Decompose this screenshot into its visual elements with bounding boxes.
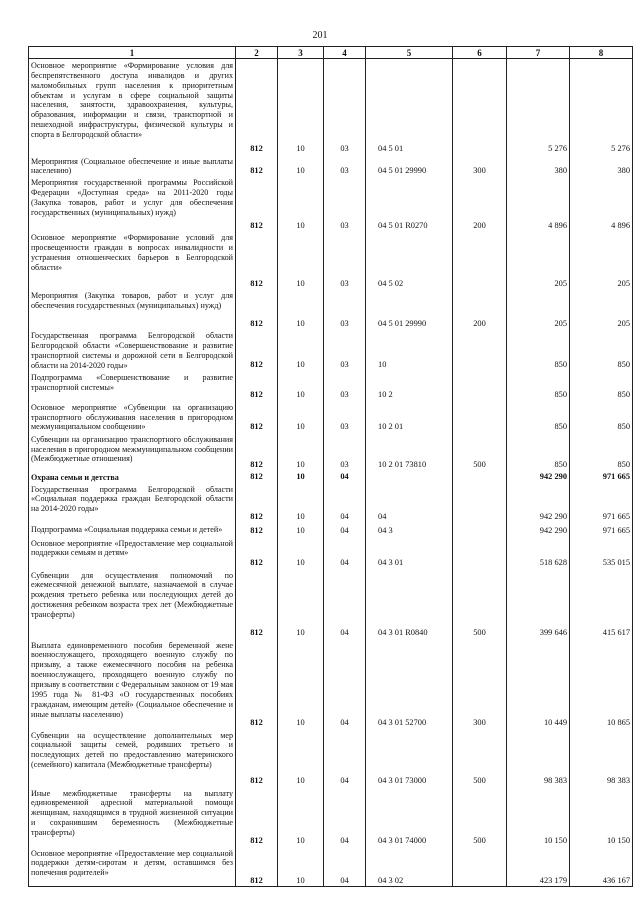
cell-sum-2020: 415 617	[570, 569, 633, 639]
cell-section: 10	[278, 729, 324, 787]
cell-target-article: 04	[366, 483, 453, 523]
cell-kbk: 812	[236, 433, 278, 471]
cell-expense-type	[453, 537, 507, 569]
table-row	[29, 155, 633, 177]
cell-sum-2019: 399 646	[507, 569, 570, 639]
cell-kbk: 812	[236, 371, 278, 401]
cell-expense-type: 300	[453, 639, 507, 729]
cell-sum-2019: 850	[507, 433, 570, 471]
cell-subsection: 03	[324, 289, 366, 329]
cell-target-article: 10 2 01 73810	[366, 433, 453, 471]
cell-expense-type	[453, 231, 507, 289]
cell-sum-2019: 10 449	[507, 639, 570, 729]
table-row	[29, 231, 633, 289]
row-name: Основное мероприятие «Предоставление мер социальной поддержки семьям и детям»	[29, 537, 236, 569]
row-name: Субвенции на организацию транспортного обслуживания населения в пригородном межмуниципальном сообщении (Межбюджетные отношения)	[29, 433, 236, 471]
cell-subsection: 03	[324, 329, 366, 370]
cell-sum-2019: 10 150	[507, 787, 570, 847]
cell-subsection: 04	[324, 471, 366, 483]
cell-sum-2019: 850	[507, 329, 570, 370]
header-col-5: 5	[366, 47, 453, 59]
cell-target-article: 04 5 01	[366, 59, 453, 155]
row-name: Основное мероприятие «Субвенции на организацию транспортного обслуживания населения в пригородном межмуниципальном сообщении»	[29, 401, 236, 433]
row-name: Основное мероприятие «Формирование условий для просвещенности граждан в вопросах инвалидности и устранения отношенческих барьеров в Белгородской области»	[29, 231, 236, 289]
cell-target-article: 10 2 01	[366, 401, 453, 433]
cell-section: 10	[278, 639, 324, 729]
cell-section: 10	[278, 289, 324, 329]
cell-sum-2020: 971 665	[570, 483, 633, 523]
table-row	[29, 639, 633, 729]
cell-expense-type	[453, 523, 507, 537]
cell-subsection: 03	[324, 401, 366, 433]
cell-target-article: 04 3	[366, 523, 453, 537]
cell-kbk: 812	[236, 231, 278, 289]
row-name: Подпрограмма «Совершенствование и развитие транспортной системы»	[29, 371, 236, 401]
table-row	[29, 523, 633, 537]
cell-expense-type: 200	[453, 289, 507, 329]
row-name: Мероприятия государственной программы Российской Федерации «Доступная среда» на 2011-2020 годы (Закупка товаров, работ и услуг для обеспечения государственных (муниципальных) нужд)	[29, 176, 236, 231]
cell-target-article: 04 5 01 R0270	[366, 176, 453, 231]
table-row	[29, 729, 633, 787]
cell-section: 10	[278, 176, 324, 231]
cell-section: 10	[278, 155, 324, 177]
cell-target-article: 10 2	[366, 371, 453, 401]
cell-sum-2019: 5 276	[507, 59, 570, 155]
cell-target-article: 04 5 01 29990	[366, 289, 453, 329]
cell-expense-type: 500	[453, 787, 507, 847]
budget-table	[28, 46, 633, 887]
row-name: Государственная программа Белгородской области Белгородской области «Совершенствование и развитие транспортной системы и дорожной сети в Белгородской области на 2014-2020 годы»	[29, 329, 236, 370]
cell-sum-2019: 205	[507, 289, 570, 329]
cell-section: 10	[278, 231, 324, 289]
cell-expense-type: 500	[453, 433, 507, 471]
header-col-8: 8	[570, 47, 633, 59]
row-name: Мероприятия (Закупка товаров, работ и услуг для обеспечения государственных (муниципальных) нужд)	[29, 289, 236, 329]
table-row	[29, 176, 633, 231]
cell-subsection: 03	[324, 176, 366, 231]
cell-subsection: 03	[324, 433, 366, 471]
cell-sum-2020: 380	[570, 155, 633, 177]
cell-target-article: 04 3 01	[366, 537, 453, 569]
cell-subsection: 04	[324, 569, 366, 639]
cell-sum-2020: 971 665	[570, 471, 633, 483]
cell-subsection: 03	[324, 231, 366, 289]
cell-target-article: 10	[366, 329, 453, 370]
cell-target-article: 04 5 01 29990	[366, 155, 453, 177]
cell-sum-2019: 850	[507, 371, 570, 401]
cell-sum-2020: 535 015	[570, 537, 633, 569]
table-body	[29, 59, 633, 887]
cell-kbk: 812	[236, 155, 278, 177]
cell-expense-type	[453, 329, 507, 370]
cell-subsection: 04	[324, 537, 366, 569]
cell-target-article: 04 5 02	[366, 231, 453, 289]
cell-target-article: 04 3 01 R0840	[366, 569, 453, 639]
cell-sum-2020: 10 865	[570, 639, 633, 729]
cell-sum-2020: 10 150	[570, 787, 633, 847]
table-row	[29, 537, 633, 569]
cell-sum-2020: 98 383	[570, 729, 633, 787]
cell-kbk: 812	[236, 483, 278, 523]
cell-sum-2019: 205	[507, 231, 570, 289]
cell-subsection: 04	[324, 847, 366, 887]
row-name: Субвенции для осуществления полномочий по ежемесячной денежной выплате, назначаемой в случае рождения третьего ребенка или последующих детей до достижения ребенком возраста трех лет (Межбюджетные трансферты)	[29, 569, 236, 639]
row-name: Основное мероприятие «Предоставление мер социальной поддержки детям-сиротам и детям, оставшимся без попечения родителей»	[29, 847, 236, 887]
row-name: Выплата единовременного пособия беременной жене военнослужащего, проходящего военную службу по призыву, а также ежемесячного пособия на ребенка военнослужащего, проходящего военную службу по призыву в соответствии с Федеральным законом от 19 мая 1995 года № 81-ФЗ «О государственных пособиях гражданам, имеющим детей» (Социальное обеспечение и иные выплаты населению)	[29, 639, 236, 729]
cell-expense-type	[453, 371, 507, 401]
table-row	[29, 471, 633, 483]
header-col-6: 6	[453, 47, 507, 59]
cell-sum-2020: 850	[570, 401, 633, 433]
cell-section: 10	[278, 401, 324, 433]
cell-section: 10	[278, 433, 324, 471]
cell-section: 10	[278, 471, 324, 483]
cell-target-article: 04 3 01 73000	[366, 729, 453, 787]
cell-sum-2020: 5 276	[570, 59, 633, 155]
cell-sum-2019: 423 179	[507, 847, 570, 887]
table-row	[29, 569, 633, 639]
table-row	[29, 847, 633, 887]
cell-expense-type	[453, 847, 507, 887]
cell-kbk: 812	[236, 729, 278, 787]
cell-subsection: 03	[324, 155, 366, 177]
cell-target-article: 04 3 01 74000	[366, 787, 453, 847]
cell-expense-type: 500	[453, 569, 507, 639]
cell-subsection: 04	[324, 523, 366, 537]
row-name: Иные межбюджетные трансферты на выплату единовременной адресной материальной помощи женщинам, находящимся в трудной жизненной ситуации и сохранившим беременность (Межбюджетные трансферты)	[29, 787, 236, 847]
table-row	[29, 371, 633, 401]
cell-section: 10	[278, 483, 324, 523]
row-name: Государственная программа Белгородской области «Социальная поддержка граждан Белгородской области на 2014-2020 годы»	[29, 483, 236, 523]
cell-section: 10	[278, 537, 324, 569]
header-col-3: 3	[278, 47, 324, 59]
cell-sum-2019: 850	[507, 401, 570, 433]
row-name: Мероприятия (Социальное обеспечение и иные выплаты населению)	[29, 155, 236, 177]
page-number: 201	[312, 30, 328, 41]
cell-kbk: 812	[236, 537, 278, 569]
cell-section: 10	[278, 847, 324, 887]
table-row	[29, 401, 633, 433]
table-row	[29, 289, 633, 329]
cell-subsection: 04	[324, 639, 366, 729]
table-row	[29, 59, 633, 155]
header-col-2: 2	[236, 47, 278, 59]
cell-kbk: 812	[236, 401, 278, 433]
cell-sum-2019: 4 896	[507, 176, 570, 231]
cell-kbk: 812	[236, 59, 278, 155]
table-row	[29, 787, 633, 847]
cell-expense-type	[453, 471, 507, 483]
cell-target-article: 04 3 02	[366, 847, 453, 887]
cell-subsection: 04	[324, 787, 366, 847]
cell-section: 10	[278, 371, 324, 401]
cell-sum-2020: 205	[570, 231, 633, 289]
cell-kbk: 812	[236, 847, 278, 887]
cell-expense-type	[453, 401, 507, 433]
cell-target-article	[366, 471, 453, 483]
cell-sum-2019: 942 290	[507, 483, 570, 523]
cell-kbk: 812	[236, 289, 278, 329]
cell-sum-2020: 850	[570, 433, 633, 471]
cell-expense-type	[453, 59, 507, 155]
cell-expense-type: 500	[453, 729, 507, 787]
row-name: Основное мероприятие «Формирование условия для беспрепятственного доступа инвалидов и других маломобильных групп населения к приоритетным объектам и услугам в сфере социальной защиты населения, занятости, здравоохранения, культуры, образования, информации и связи, транспортной и пешеходной инфраструктуры, физической культуры и спорта в Белгородской области»	[29, 59, 236, 155]
cell-sum-2019: 942 290	[507, 523, 570, 537]
cell-target-article: 04 3 01 52700	[366, 639, 453, 729]
cell-section: 10	[278, 569, 324, 639]
cell-kbk: 812	[236, 176, 278, 231]
cell-kbk: 812	[236, 523, 278, 537]
table-row	[29, 483, 633, 523]
cell-sum-2020: 436 167	[570, 847, 633, 887]
header-col-7: 7	[507, 47, 570, 59]
cell-subsection: 04	[324, 729, 366, 787]
cell-kbk: 812	[236, 639, 278, 729]
table-row	[29, 329, 633, 370]
cell-kbk: 812	[236, 329, 278, 370]
cell-section: 10	[278, 59, 324, 155]
cell-kbk: 812	[236, 471, 278, 483]
header-col-4: 4	[324, 47, 366, 59]
cell-sum-2020: 850	[570, 371, 633, 401]
cell-sum-2020: 205	[570, 289, 633, 329]
table-row	[29, 433, 633, 471]
cell-section: 10	[278, 787, 324, 847]
header-col-1: 1	[29, 47, 236, 59]
row-name: Субвенции на осуществление дополнительных мер социальной защиты семей, родивших третьего и последующих детей по предоставлению материнского (семейного) капитала (Межбюджетные трансферты)	[29, 729, 236, 787]
cell-sum-2020: 971 665	[570, 523, 633, 537]
row-name: Подпрограмма «Социальная поддержка семьи и детей»	[29, 523, 236, 537]
cell-sum-2019: 942 290	[507, 471, 570, 483]
cell-sum-2019: 380	[507, 155, 570, 177]
cell-section: 10	[278, 523, 324, 537]
row-name: Охрана семьи и детства	[29, 471, 236, 483]
cell-subsection: 03	[324, 371, 366, 401]
cell-subsection: 03	[324, 59, 366, 155]
cell-sum-2020: 4 896	[570, 176, 633, 231]
cell-kbk: 812	[236, 569, 278, 639]
cell-sum-2020: 850	[570, 329, 633, 370]
cell-expense-type: 200	[453, 176, 507, 231]
cell-kbk: 812	[236, 787, 278, 847]
cell-sum-2019: 518 628	[507, 537, 570, 569]
cell-section: 10	[278, 329, 324, 370]
cell-expense-type: 300	[453, 155, 507, 177]
header-row	[29, 47, 633, 59]
cell-sum-2019: 98 383	[507, 729, 570, 787]
cell-subsection: 04	[324, 483, 366, 523]
cell-expense-type	[453, 483, 507, 523]
